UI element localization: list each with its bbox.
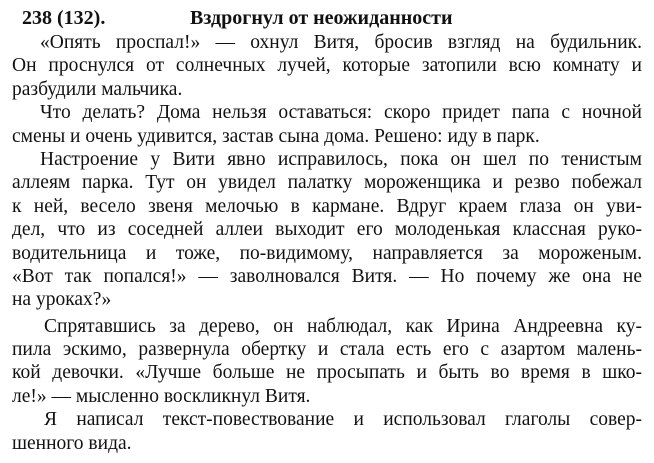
exercise-title: Вздрогнул от неожиданности <box>190 7 453 29</box>
exercise-page <box>12 5 642 455</box>
text-line: к ней, весело звеня мелочью в кармане. Вдруг краем глаза он уви- <box>12 195 642 217</box>
text-line: шенного вида. <box>12 432 132 454</box>
text-line: Что делать? Дома нельзя оставаться: скоро придет папа с ночной <box>40 102 642 124</box>
text-line: ле!» — мысленно воскликнул Витя. <box>12 385 311 407</box>
text-line: Он проснулся от солнечных лучей, которые затопили всю комнату и <box>12 55 642 77</box>
text-line: кой девочки. «Лучше больше не просыпать и быть во время в шко- <box>12 362 642 384</box>
exercise-number: 238 (132). <box>22 7 106 29</box>
text-line: смены и очень удивится, застав сына дома. Решено: иду в парк. <box>12 125 540 147</box>
text-line: на уроках?» <box>12 289 112 311</box>
text-line: разбудили мальчика. <box>12 78 183 100</box>
paragraph-3 <box>12 148 642 312</box>
exercise-header <box>12 5 642 31</box>
text-line: Настроение у Вити явно исправилось, пока он шел по тенистым <box>40 148 642 170</box>
paragraph-4 <box>12 315 642 409</box>
text-line: водительница и тоже, по-видимому, направляется за мороженым. <box>12 242 642 264</box>
text-line: дел, что из соседней аллеи выходит его молоденькая классная руко- <box>12 219 642 241</box>
text-line: Я написал текст-повествование и использовал глаголы совер- <box>44 409 642 431</box>
paragraph-5 <box>12 408 642 455</box>
paragraph-2 <box>12 101 642 148</box>
paragraph-1 <box>12 31 642 101</box>
text-line: «Опять проспал!» — охнул Витя, бросив взгляд на будильник. <box>40 32 642 53</box>
text-line: аллеям парка. Тут он увидел палатку мороженщика и резво побежал <box>12 172 642 194</box>
text-line: Спрятавшись за дерево, он наблюдал, как Ирина Андреевна ку- <box>44 315 642 337</box>
text-line: пила эскимо, развернула обертку и стала есть его с азартом малень- <box>12 339 642 361</box>
text-line: «Вот так попался!» — заволновался Витя. — Но почему же она не <box>12 265 642 287</box>
